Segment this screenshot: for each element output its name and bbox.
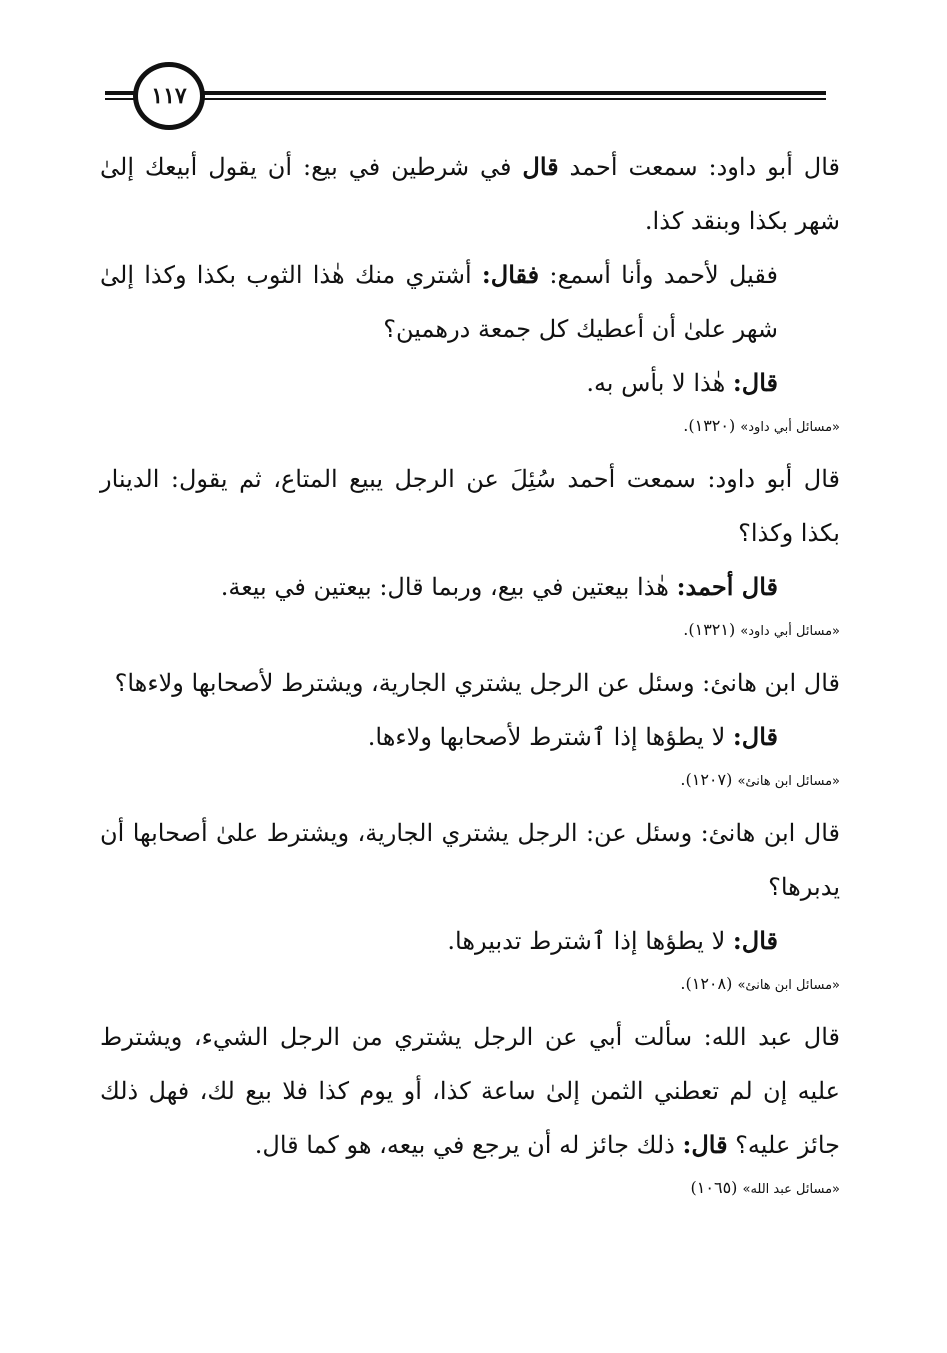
paragraph-text: هٰذا لا بأس به. bbox=[586, 369, 733, 397]
source-title: «مسائل ابن هانئ» bbox=[737, 774, 840, 789]
source-reference bbox=[100, 1174, 840, 1204]
paragraph bbox=[100, 806, 840, 914]
source-title: «مسائل أبي داود» bbox=[740, 420, 840, 435]
entry bbox=[100, 806, 840, 1000]
paragraph-text: في شرطين في بيع: أن يقول أبيعك إلىٰ شهر بكذا وبنقد كذا. bbox=[100, 153, 840, 235]
speaker-label: قال bbox=[522, 152, 559, 181]
source-reference bbox=[100, 970, 840, 1000]
paragraph-text: قال عبد الله: سألت أبي عن الرجل يشتري من الرجل الشيء، ويشترط عليه إن لم تعطني الثمن إلىٰ ساعة كذا، أو يوم كذا فلا بيع لك، فهل ذلك جائز عليه؟ bbox=[100, 1023, 840, 1159]
header-rule-right-thin bbox=[200, 98, 826, 100]
paragraph bbox=[100, 710, 840, 764]
paragraph bbox=[100, 656, 840, 710]
paragraph bbox=[100, 914, 840, 968]
entry bbox=[100, 1010, 840, 1204]
paragraph-text: أشتري منك هٰذا الثوب بكذا وكذا إلىٰ شهر علىٰ أن أعطيك كل جمعة درهمين؟ bbox=[100, 261, 778, 343]
page-number-badge bbox=[133, 62, 205, 130]
speaker-label: قال: bbox=[732, 722, 778, 751]
entry bbox=[100, 656, 840, 796]
paragraph bbox=[100, 560, 840, 614]
source-reference bbox=[100, 412, 840, 442]
entry bbox=[100, 140, 840, 442]
paragraph-text: فقيل لأحمد وأنا أسمع: bbox=[539, 261, 779, 289]
source-title: «مسائل ابن هانئ» bbox=[737, 978, 840, 993]
source-number: (١٢٠٨). bbox=[680, 974, 738, 993]
paragraph-text: قال ابن هانئ: وسئل عن الرجل يشتري الجارية، ويشترط لأصحابها ولاءها؟ bbox=[114, 669, 840, 697]
source-number: (١٠٦٥) bbox=[690, 1178, 743, 1197]
paragraph bbox=[100, 356, 840, 410]
paragraph-text: قال أبو داود: سمعت أحمد سُئِلَ عن الرجل يبيع المتاع، ثم يقول: الدينار بكذا وكذا؟ bbox=[100, 465, 840, 547]
speaker-label: فقال: bbox=[481, 260, 540, 289]
paragraph-text: لا يطؤها إذا ٱشترط لأصحابها ولاءها. bbox=[367, 723, 733, 751]
source-reference bbox=[100, 766, 840, 796]
speaker-label: قال: bbox=[682, 1130, 728, 1159]
page-number: ١١٧ bbox=[151, 83, 187, 109]
paragraph bbox=[100, 140, 840, 248]
source-number: (١٣٢١). bbox=[683, 620, 741, 639]
paragraph-text: هٰذا بيعتين في بيع، وربما قال: بيعتين في بيعة. bbox=[220, 573, 677, 601]
paragraph bbox=[100, 452, 840, 560]
page-body bbox=[100, 140, 840, 1214]
header-rule-right-thick bbox=[200, 91, 826, 95]
source-title: «مسائل عبد الله» bbox=[742, 1182, 840, 1197]
paragraph-text: قال أبو داود: سمعت أحمد bbox=[558, 153, 841, 181]
speaker-label: قال أحمد: bbox=[676, 572, 778, 601]
paragraph bbox=[100, 1010, 840, 1172]
paragraph-text: ذلك جائز له أن يرجع في بيعه، هو كما قال. bbox=[254, 1131, 683, 1159]
paragraph bbox=[100, 248, 840, 356]
source-reference bbox=[100, 616, 840, 646]
speaker-label: قال: bbox=[732, 926, 778, 955]
paragraph-text: قال ابن هانئ: وسئل عن: الرجل يشتري الجارية، ويشترط علىٰ أصحابها أن يدبرها؟ bbox=[100, 819, 840, 901]
speaker-label: قال: bbox=[732, 368, 778, 397]
source-title: «مسائل أبي داود» bbox=[740, 624, 840, 639]
source-number: (١٢٠٧). bbox=[680, 770, 738, 789]
entry bbox=[100, 452, 840, 646]
source-number: (١٣٢٠). bbox=[683, 416, 741, 435]
paragraph-text: لا يطؤها إذا ٱشترط تدبيرها. bbox=[447, 927, 733, 955]
